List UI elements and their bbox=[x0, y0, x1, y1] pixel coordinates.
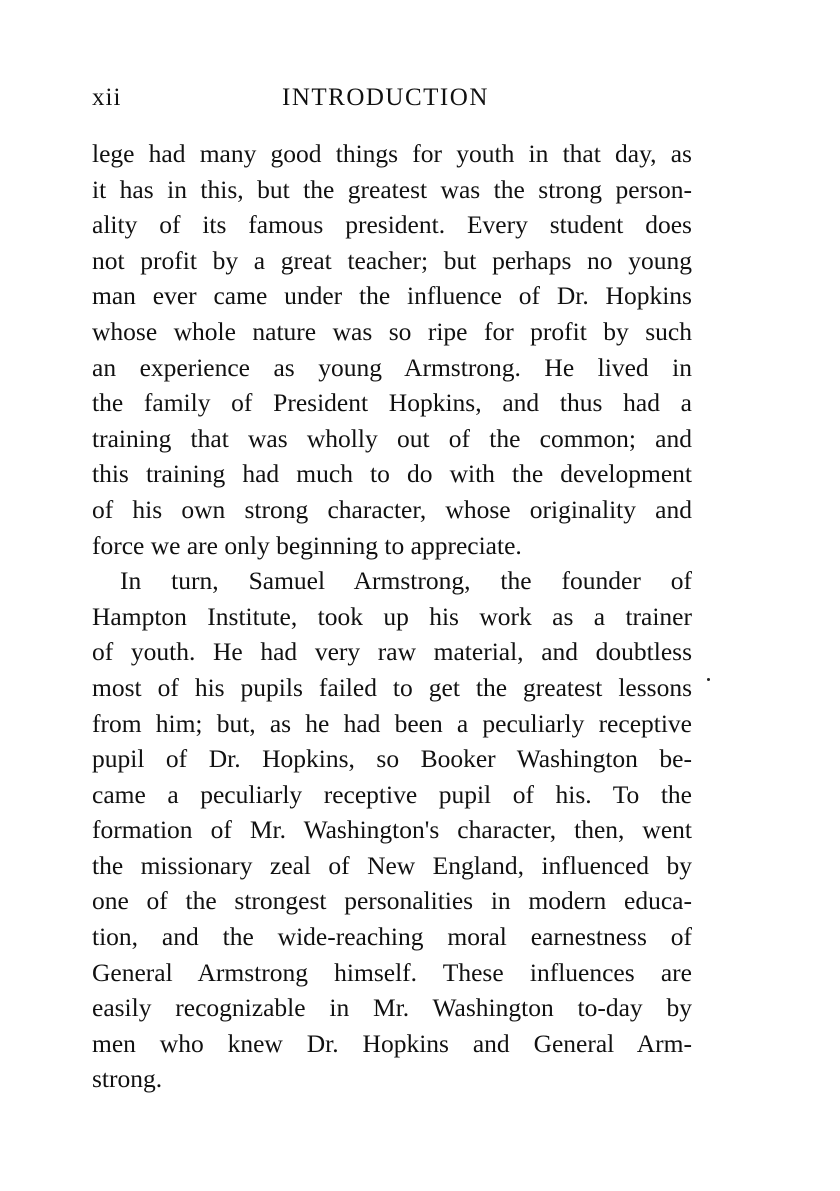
text-line: whose whole nature was so ripe for profit by such bbox=[92, 316, 692, 346]
text-line: man ever came under the influence of Dr. Hopkins bbox=[92, 281, 692, 311]
text-line: easily recognizable in Mr. Washington to-day by bbox=[92, 993, 692, 1023]
text-line: pupil of Dr. Hopkins, so Booker Washington be- bbox=[92, 744, 692, 774]
paragraph-2 bbox=[92, 563, 692, 1097]
paragraph-1 bbox=[92, 136, 692, 563]
text-line: training that was wholly out of the common; and bbox=[92, 423, 692, 453]
text-line: strong. bbox=[92, 1064, 163, 1094]
text-line: In turn, Samuel Armstrong, the founder of bbox=[120, 566, 692, 596]
text-line: one of the strongest personalities in modern educa- bbox=[92, 886, 692, 916]
text-line: of his own strong character, whose originality and bbox=[92, 494, 692, 524]
text-line: an experience as young Armstrong. He lived in bbox=[92, 352, 692, 382]
body-text bbox=[92, 136, 692, 1097]
ink-speck bbox=[707, 678, 710, 681]
text-line: tion, and the wide-reaching moral earnestness of bbox=[92, 922, 692, 952]
text-line: force we are only beginning to appreciate. bbox=[92, 530, 522, 560]
text-line: formation of Mr. Washington's character, then, went bbox=[92, 815, 692, 845]
text-line: this training had much to do with the development bbox=[92, 459, 692, 489]
running-head bbox=[92, 84, 692, 116]
text-line: lege had many good things for youth in that day, as bbox=[92, 139, 692, 168]
text-line: it has in this, but the greatest was the strong person- bbox=[92, 174, 692, 204]
text-line: of youth. He had very raw material, and doubtless bbox=[92, 637, 692, 667]
text-line: not profit by a great teacher; but perhaps no young bbox=[92, 245, 692, 275]
text-line: the family of President Hopkins, and thus had a bbox=[92, 388, 692, 418]
text-line: ality of its famous president. Every student does bbox=[92, 210, 692, 240]
text-line: came a peculiarly receptive pupil of his. To the bbox=[92, 779, 692, 809]
text-line: General Armstrong himself. These influences are bbox=[92, 957, 692, 987]
text-line: most of his pupils failed to get the greatest lessons bbox=[92, 672, 692, 702]
text-line: the missionary zeal of New England, influenced by bbox=[92, 850, 692, 880]
page-number: xii bbox=[92, 84, 122, 111]
text-line: Hampton Institute, took up his work as a trainer bbox=[92, 601, 692, 631]
text-line: from him; but, as he had been a peculiarly receptive bbox=[92, 708, 692, 738]
text-line: men who knew Dr. Hopkins and General Arm- bbox=[92, 1028, 692, 1058]
chapter-title: INTRODUCTION bbox=[282, 84, 489, 111]
